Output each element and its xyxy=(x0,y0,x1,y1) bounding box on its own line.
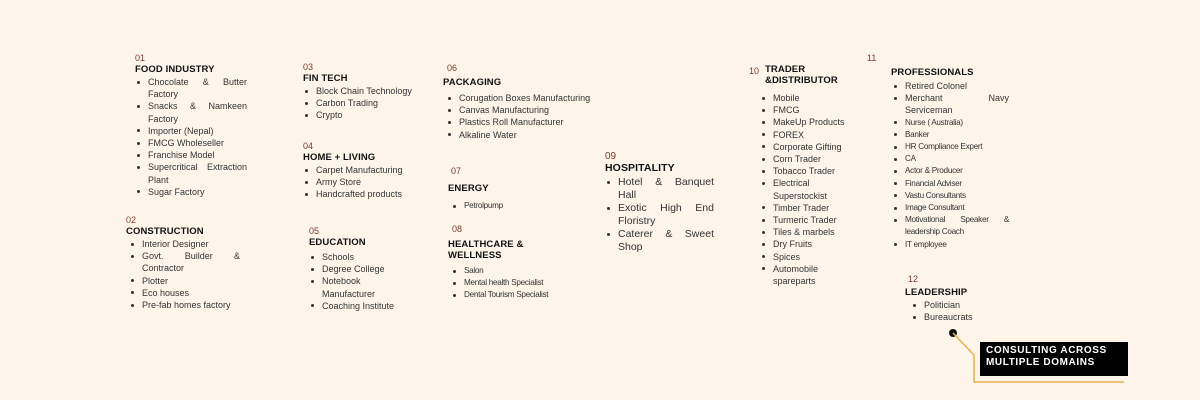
section-professionals xyxy=(867,53,1009,251)
list-item: Interior Designer xyxy=(142,238,240,250)
list-item: Turmeric Trader xyxy=(773,214,849,226)
list-item: Mobile xyxy=(773,92,849,104)
list-item: Petrolpump xyxy=(464,200,568,212)
list-item: Degree College xyxy=(322,263,409,275)
section-title: EDUCATION xyxy=(309,237,366,248)
list-item: Handcrafted products xyxy=(316,188,423,200)
section-number: 05 xyxy=(309,226,320,236)
connector-dot xyxy=(949,329,957,337)
section-healthcare-wellness xyxy=(448,224,578,302)
list-item: Dry Fruits xyxy=(773,238,849,250)
list-item: IT employee xyxy=(905,239,1009,251)
list-item: Tiles & marbels xyxy=(773,226,849,238)
section-number: 06 xyxy=(447,63,458,73)
section-packaging xyxy=(443,63,608,141)
section-list xyxy=(749,92,849,287)
list-item: Salon xyxy=(464,265,578,277)
section-leadership xyxy=(905,274,995,323)
section-number: 09 xyxy=(605,151,617,162)
section-list xyxy=(448,265,578,302)
callout-line-1: CONSULTING ACROSS xyxy=(986,345,1107,356)
section-number: 07 xyxy=(451,166,462,176)
list-item: Spices xyxy=(773,251,849,263)
list-item: MakeUp Products xyxy=(773,116,849,128)
list-item: Motivational Speaker & leadership Coach xyxy=(905,214,1009,238)
section-number: 12 xyxy=(908,274,919,284)
list-item: CA xyxy=(905,153,1009,165)
list-item: Importer (Nepal) xyxy=(148,125,247,137)
list-item: Hotel & Banquet Hall xyxy=(618,176,714,201)
section-list xyxy=(303,164,423,201)
list-item: FOREX xyxy=(773,129,849,141)
section-number: 01 xyxy=(135,53,146,63)
section-food-industry xyxy=(135,53,247,198)
list-item: Chocolate & Butter Factory xyxy=(148,77,247,100)
list-item: Carbon Trading xyxy=(316,97,415,109)
list-item: Snacks & Namkeen Factory xyxy=(148,101,247,124)
list-item: Financial Adviser xyxy=(905,178,1009,190)
list-item: FMCG xyxy=(773,104,849,116)
section-fin-tech xyxy=(303,62,415,122)
list-item: Corugation Boxes Manufacturing xyxy=(459,92,608,104)
list-item: Corporate Gifting xyxy=(773,141,849,153)
list-item: Carpet Manufacturing xyxy=(316,164,423,176)
section-home-living xyxy=(303,141,423,201)
section-title: PACKAGING xyxy=(443,77,502,88)
list-item: HR Compliance Expert xyxy=(905,141,1009,153)
list-item: Merchant Navy Serviceman xyxy=(905,93,1009,116)
section-number: 08 xyxy=(452,224,463,234)
section-list xyxy=(309,251,409,312)
list-item: Image Consultant xyxy=(905,202,1009,214)
list-item: Army Store xyxy=(316,176,423,188)
list-item: Schools xyxy=(322,251,409,263)
list-item: Eco houses xyxy=(142,287,240,299)
list-item: Canvas Manufacturing xyxy=(459,104,608,116)
section-number: 11 xyxy=(867,53,877,63)
list-item: Actor & Producer xyxy=(905,165,1009,177)
section-list xyxy=(443,92,608,141)
list-item: Block Chain Technology xyxy=(316,85,415,97)
section-education xyxy=(309,226,409,312)
section-title: CONSTRUCTION xyxy=(126,226,204,237)
section-title: HOSPITALITY xyxy=(605,162,675,174)
section-energy xyxy=(448,166,568,212)
section-title: FIN TECH xyxy=(303,73,348,84)
section-list xyxy=(303,85,415,122)
list-item: Automobile spareparts xyxy=(773,263,849,287)
list-item: Exotic High End Floristry xyxy=(618,202,714,227)
section-trader-distributor xyxy=(749,64,849,287)
section-title: LEADERSHIP xyxy=(905,287,968,298)
list-item: Franchise Model xyxy=(148,149,247,161)
section-list xyxy=(867,80,1009,251)
list-item: Electrical Superstockist xyxy=(773,177,849,201)
list-item: Alkaline Water xyxy=(459,129,608,141)
section-construction xyxy=(126,215,240,311)
section-title: TRADER &DISTRIBUTOR xyxy=(765,64,838,86)
list-item: Plastics Roll Manufacturer xyxy=(459,116,608,128)
section-title: HEALTHCARE & WELLNESS xyxy=(448,239,524,261)
section-list xyxy=(905,299,995,323)
list-item: Retired Colonel xyxy=(905,80,1009,92)
list-item: Tobacco Trader xyxy=(773,165,849,177)
section-list xyxy=(448,200,568,212)
list-item: FMCG Wholeseller xyxy=(148,137,247,149)
list-item: Mental health Specialist xyxy=(464,277,578,289)
list-item: Pre-fab homes factory xyxy=(142,299,240,311)
section-number: 02 xyxy=(126,215,137,225)
list-item: Govt. Builder & Contractor xyxy=(142,251,240,274)
section-title: HOME + LIVING xyxy=(303,152,376,163)
list-item: Timber Trader xyxy=(773,202,849,214)
section-title: ENERGY xyxy=(448,183,489,194)
list-item: Crypto xyxy=(316,109,415,121)
list-item: Supercritical Extraction Plant xyxy=(148,162,247,185)
section-number: 04 xyxy=(303,141,314,151)
list-item: Corn Trader xyxy=(773,153,849,165)
list-item: Coaching Institute xyxy=(322,300,409,312)
section-number: 10 xyxy=(749,66,760,76)
list-item: Notebook Manufacturer xyxy=(322,275,409,299)
section-title: PROFESSIONALS xyxy=(891,67,974,78)
section-list xyxy=(605,176,714,254)
list-item: Plotter xyxy=(142,275,240,287)
list-item: Sugar Factory xyxy=(148,186,247,198)
section-list xyxy=(126,238,240,311)
section-number: 03 xyxy=(303,62,314,72)
callout-line-2: MULTIPLE DOMAINS xyxy=(986,357,1095,368)
callout-banner xyxy=(980,342,1128,376)
list-item: Nurse ( Australia) xyxy=(905,117,1009,129)
list-item: Bureaucrats xyxy=(924,311,995,323)
section-hospitality xyxy=(605,151,714,254)
list-item: Politician xyxy=(924,299,995,311)
list-item: Caterer & Sweet Shop xyxy=(618,228,714,253)
list-item: Dental Tourism Specialist xyxy=(464,289,578,301)
section-title: FOOD INDUSTRY xyxy=(135,64,215,75)
list-item: Vastu Consultants xyxy=(905,190,1009,202)
list-item: Banker xyxy=(905,129,1009,141)
section-list xyxy=(135,76,247,198)
